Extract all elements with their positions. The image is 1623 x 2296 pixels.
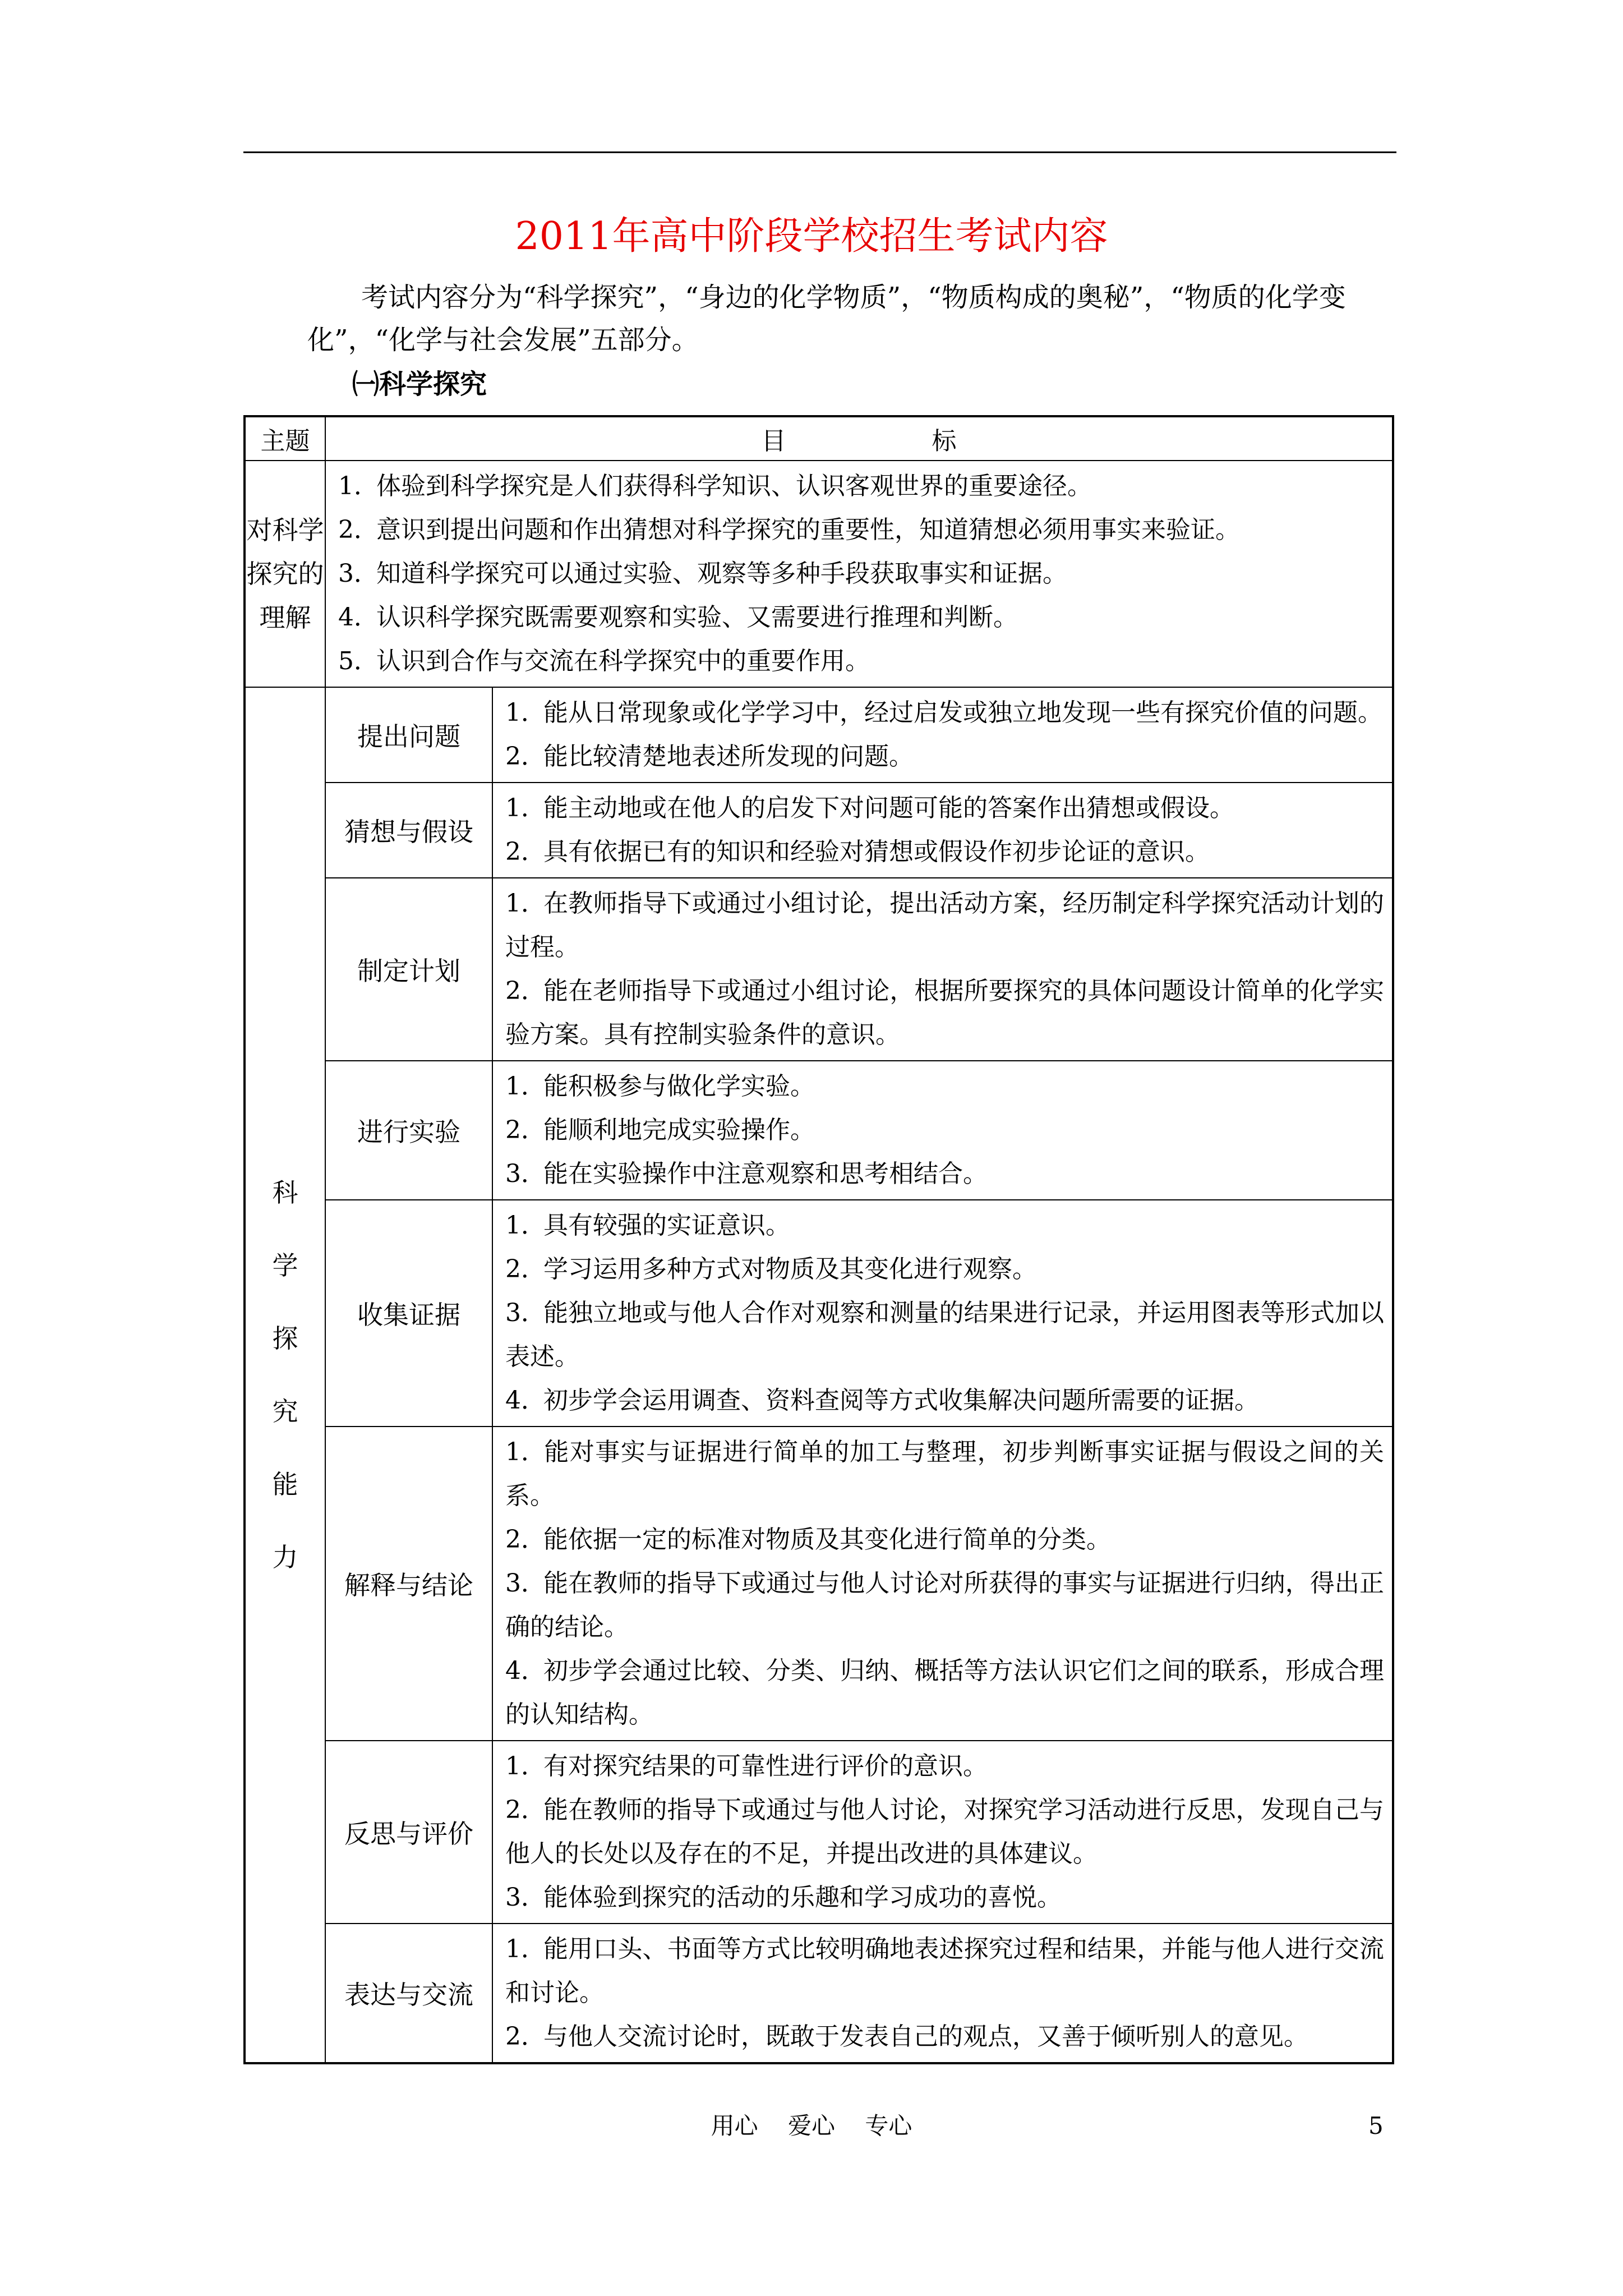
goal-item-text: 能依据一定的标准对物质及其变化进行简单的分类。 (543, 1525, 1111, 1554)
goal-item-text: 与他人交流讨论时，既敢于发表自己的观点，又善于倾听别人的意见。 (543, 2022, 1308, 2051)
goal-item (505, 1788, 1384, 1876)
goal-item-number: 1． (505, 1211, 546, 1240)
goal-item-number: 2． (505, 977, 546, 1005)
goal-item-number: 3． (505, 1159, 546, 1188)
goal-item (505, 1248, 1384, 1291)
understanding-row (245, 461, 1393, 687)
goal-item-number: 3． (505, 1569, 546, 1598)
table-header-row (245, 416, 1393, 461)
ability-row (245, 1427, 1393, 1741)
goal-item-number: 4． (505, 1657, 546, 1685)
ability-section (245, 687, 1393, 2063)
topic-ability-char: 科 (272, 1177, 298, 1208)
goal-item-text: 具有依据已有的知识和经验对猜想或假设作初步论证的意识。 (543, 838, 1210, 866)
intro-paragraph: 考试内容分为“科学探究”，“身边的化学物质”，“物质构成的奥秘”，“物质的化学变化”，“化学与社会发展”五部分。 (307, 282, 1346, 356)
section-heading: ㈠科学探究 (352, 369, 487, 400)
goal-item-number: 2． (338, 516, 379, 544)
footer-text: 用心 爱心 专心 (711, 2112, 912, 2139)
goal-item (505, 1108, 1384, 1152)
goal-item-number: 1． (505, 794, 546, 822)
goal-item-number: 1． (505, 889, 546, 918)
header-rule (243, 151, 1396, 153)
subtopic-name: 表达与交流 (325, 1924, 492, 2063)
ability-row (245, 878, 1393, 1061)
goal-item-text: 能对事实与证据进行简单的加工与整理，初步判断事实证据与假设之间的关系。 (505, 1438, 1384, 1510)
goal-item-number: 2． (505, 1255, 546, 1283)
goal-item-text: 能体验到探究的活动的乐趣和学习成功的喜悦。 (543, 1883, 1062, 1912)
goal-item (505, 2015, 1384, 2059)
goal-item-number: 2． (505, 1796, 546, 1824)
goal-item-number: 3． (505, 1299, 546, 1327)
goal-item-text: 在教师指导下或通过小组讨论，提出活动方案，经历制定科学探究活动计划的过程。 (505, 889, 1384, 961)
goal-item (505, 830, 1384, 874)
science-inquiry-table (243, 415, 1394, 2064)
goal-item-number: 1． (505, 1935, 546, 1963)
goal-item-text: 能用口头、书面等方式比较明确地表述探究过程和结果，并能与他人进行交流和讨论。 (505, 1935, 1384, 2007)
goal-item-number: 2． (505, 1116, 546, 1144)
goal-item (505, 1152, 1384, 1196)
subtopic-name: 猜想与假设 (325, 783, 492, 878)
goal-item (505, 1430, 1384, 1518)
goal-item (505, 1562, 1384, 1649)
ability-row (245, 1924, 1393, 2063)
goal-item-text: 有对探究结果的可靠性进行评价的意识。 (543, 1752, 988, 1780)
goal-item-text: 能比较清楚地表述所发现的问题。 (543, 742, 914, 771)
goal-item-number: 5． (338, 647, 379, 675)
goal-item-text: 能主动地或在他人的启发下对问题可能的答案作出猜想或假设。 (543, 794, 1234, 822)
header-goal (325, 416, 1393, 461)
header-goal-left: 目 (761, 427, 786, 455)
goal-item-text: 能在教师的指导下或通过与他人讨论，对探究学习活动进行反思，发现自己与他人的长处以及存在的不足，并提出改进的具体建议。 (505, 1796, 1384, 1868)
goal-item-text: 能在教师的指导下或通过与他人讨论对所获得的事实与证据进行归纳，得出正确的结论。 (505, 1569, 1384, 1641)
goal-item-text: 认识到合作与交流在科学探究中的重要作用。 (376, 647, 870, 675)
goal-item-text: 能在实验操作中注意观察和思考相结合。 (543, 1159, 988, 1188)
subtopic-goals (492, 1200, 1393, 1427)
goal-item-number: 1． (505, 1752, 546, 1780)
subtopic-goals (492, 1924, 1393, 2063)
goal-item-text: 能积极参与做化学实验。 (543, 1072, 815, 1101)
ability-row (245, 1741, 1393, 1924)
subtopic-goals (492, 1061, 1393, 1200)
goal-item (505, 1204, 1384, 1248)
goal-item-text: 能顺利地完成实验操作。 (543, 1116, 815, 1144)
goal-item (505, 735, 1384, 779)
goal-item (505, 1065, 1384, 1108)
goal-item (338, 552, 1384, 596)
goal-item (505, 882, 1384, 969)
header-goal-right: 标 (932, 427, 957, 455)
goal-item-number: 4． (338, 603, 379, 632)
goal-item-number: 1． (505, 698, 546, 727)
goal-item (338, 464, 1384, 508)
goal-item-number: 1． (505, 1438, 546, 1466)
subtopic-name: 收集证据 (325, 1200, 492, 1427)
topic-ability-char: 能 (272, 1469, 298, 1499)
ability-row (245, 1200, 1393, 1427)
goal-item (338, 639, 1384, 683)
goal-item-number: 1． (338, 472, 379, 500)
goal-item-text: 初步学会运用调查、资料查阅等方式收集解决问题所需要的证据。 (543, 1386, 1259, 1415)
goal-item (505, 786, 1384, 830)
topic-ability (245, 687, 325, 2063)
topic-ability-char: 力 (272, 1542, 298, 1572)
subtopic-name: 提出问题 (325, 687, 492, 783)
goal-item-number: 2． (505, 838, 546, 866)
subtopic-name: 进行实验 (325, 1061, 492, 1200)
subtopic-goals (492, 687, 1393, 783)
document-title: 2011年高中阶段学校招生考试内容 (515, 214, 1108, 259)
goal-item (505, 1745, 1384, 1788)
goal-item-number: 3． (338, 559, 379, 588)
goal-item-text: 能从日常现象或化学学习中，经过启发或独立地发现一些有探究价值的问题。 (543, 698, 1382, 727)
subtopic-goals (492, 783, 1393, 878)
ability-row (245, 687, 1393, 783)
understanding-goals (325, 461, 1393, 687)
goal-item (505, 1649, 1384, 1737)
goal-item (505, 1518, 1384, 1562)
goal-item-number: 1． (505, 1072, 546, 1101)
topic-ability-char: 究 (272, 1396, 298, 1427)
goal-item (338, 596, 1384, 639)
goal-item-text: 知道科学探究可以通过实验、观察等多种手段获取事实和证据。 (376, 559, 1067, 588)
subtopic-goals (492, 1741, 1393, 1924)
subtopic-goals (492, 1427, 1393, 1741)
goal-item (505, 1291, 1384, 1379)
ability-row (245, 783, 1393, 878)
ability-row (245, 1061, 1393, 1200)
goal-item (505, 1876, 1384, 1920)
goal-item-number: 2． (505, 742, 546, 771)
goal-item (505, 691, 1384, 735)
topic-ability-char: 学 (272, 1250, 298, 1281)
goal-item (505, 1927, 1384, 2015)
subtopic-name: 制定计划 (325, 878, 492, 1061)
goal-item-text: 体验到科学探究是人们获得科学知识、认识客观世界的重要途径。 (376, 472, 1092, 500)
goal-item-number: 2． (505, 2022, 546, 2051)
goal-item-text: 认识科学探究既需要观察和实验、又需要进行推理和判断。 (376, 603, 1018, 632)
topic-understanding: 对科学探究的理解 (245, 461, 325, 687)
goal-item-text: 初步学会通过比较、分类、归纳、概括等方法认识它们之间的联系，形成合理的认知结构。 (505, 1657, 1384, 1729)
goal-item-text: 能独立地或与他人合作对观察和测量的结果进行记录，并运用图表等形式加以表述。 (505, 1299, 1384, 1371)
subtopic-name: 解释与结论 (325, 1427, 492, 1741)
goal-item-text: 能在老师指导下或通过小组讨论，根据所要探究的具体问题设计简单的化学实验方案。具有控制实验条件的意识。 (505, 977, 1384, 1049)
goal-item (505, 1379, 1384, 1423)
goal-item-text: 学习运用多种方式对物质及其变化进行观察。 (543, 1255, 1037, 1283)
goal-item-text: 具有较强的实证意识。 (543, 1211, 790, 1240)
subtopic-goals (492, 878, 1393, 1061)
page-number: 5 (1368, 2112, 1384, 2139)
goal-item-number: 4． (505, 1386, 546, 1415)
subtopic-name: 反思与评价 (325, 1741, 492, 1924)
goal-item (505, 969, 1384, 1057)
goal-item-number: 2． (505, 1525, 546, 1554)
goal-item-text: 意识到提出问题和作出猜想对科学探究的重要性，知道猜想必须用事实来验证。 (376, 516, 1240, 544)
header-topic: 主题 (245, 416, 325, 461)
goal-item (338, 508, 1384, 552)
topic-ability-char: 探 (272, 1323, 298, 1354)
goal-item-number: 3． (505, 1883, 546, 1912)
